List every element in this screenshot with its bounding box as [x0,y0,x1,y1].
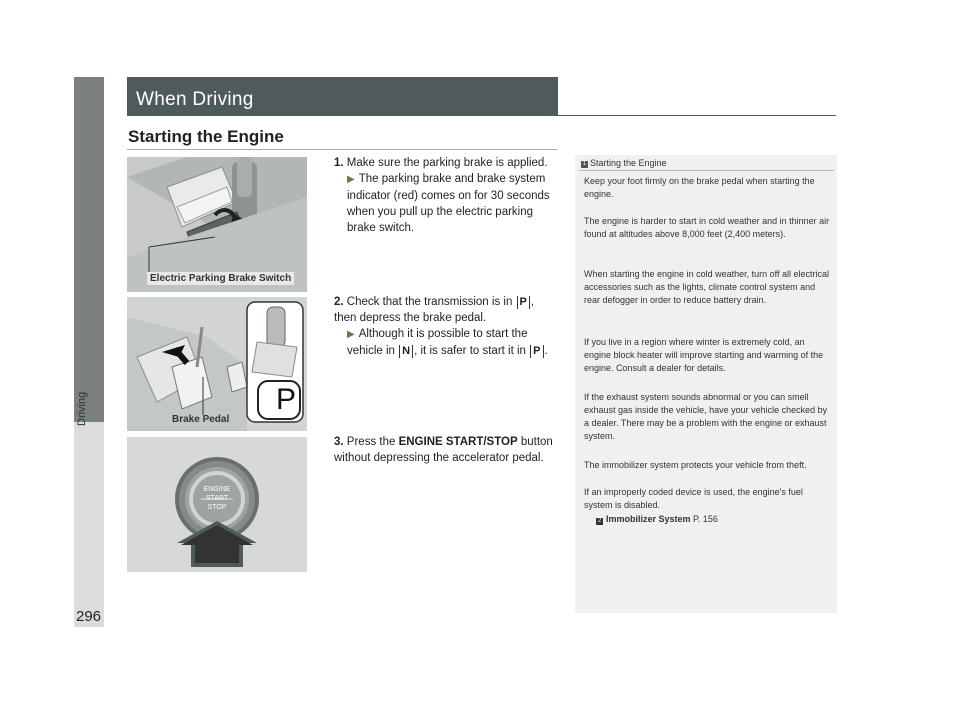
brake-pedal-label: Brake Pedal [172,414,230,425]
step-1-subtext: The parking brake and brake system indicator (red) comes on for 30 seconds when you pull up the electric parking brake switch. [347,173,550,234]
subsection-title: Starting the Engine [128,127,284,146]
step-2-sub-before: Although it is possible to start the vehicle in [347,328,528,357]
gear-p-key: P [530,345,543,358]
engine-button-line-3: STOP [207,504,227,511]
note-heading-text: Starting the Engine [590,158,667,168]
xref-page: P. 156 [693,514,718,524]
step-3 [334,434,559,466]
xref-title: Immobilizer System [606,514,691,524]
engine-button-text [198,485,236,512]
gear-n-key: N [399,345,413,358]
step-2 [334,294,559,326]
step-1-number: 1. [334,157,344,169]
note-divider [579,170,834,171]
gear-p-key: P [517,296,530,309]
note-paragraph: The engine is harder to start in cold weather and in thinner air found at altitudes above 8,000 feet (2,400 meters). [584,216,830,239]
step-3-number: 3. [334,436,344,448]
figure-engine-button [127,437,307,572]
step-1-text: Make sure the parking brake is applied. [346,157,548,169]
engine-button-line-1: ENGINE [203,486,231,493]
engine-start-stop-name: ENGINE START/STOP [398,436,518,448]
step-2-sub-after: . [544,345,548,357]
note-heading [581,158,667,168]
cross-reference-link[interactable] [596,513,844,526]
note-paragraph: If an improperly coded device is used, the engine's fuel system is disabled. [584,487,803,510]
note-paragraph: If you live in a region where winter is extremely cold, an engine block heater will improve starting and warming of the engine. Consult a dealer for details. [584,337,824,373]
section-divider [127,115,836,116]
note-paragraph: The immobilizer system protects your vehicle from theft. [584,460,807,470]
step-1 [334,155,559,171]
step-1-substep [347,171,562,236]
engine-button-line-2: START [205,495,229,502]
parking-brake-switch-label: Electric Parking Brake Switch [147,272,294,285]
note-icon: 1 [582,161,587,167]
step-2-substep [347,326,562,359]
arrow-icon: ▶ [347,174,355,185]
reference-arrow-icon: 2 [597,518,602,524]
gear-position-symbol: P [275,383,296,416]
step-2-text-before: Check that the transmission is in [346,296,513,308]
step-2-text-after: , then depress the brake pedal. [334,296,535,324]
subsection-divider [127,149,557,150]
arrow-icon: ▶ [347,329,355,340]
side-tab-label: Driving [76,391,88,427]
step-3-text-before: Press the [346,436,396,448]
note-paragraph: If the exhaust system sounds abnormal or you can smell exhaust gas inside the vehicle, have your vehicle checked by a dealer. There may be a problem with the engine or exhaust system. [584,392,828,441]
note-paragraph: Keep your foot firmly on the brake pedal when starting the engine. [584,176,815,199]
figure-parking-brake [127,157,307,292]
step-2-sub-middle: , it is safer to start it in [414,345,526,357]
figure-brake-pedal [127,297,307,431]
note-paragraph: When starting the engine in cold weather, turn off all electrical accessories such as the lights, climate control system and rear defogger in order to reduce battery drain. [584,269,829,305]
step-3-text-after: button without depressing the accelerator pedal. [334,436,553,464]
side-tab-active[interactable] [74,77,104,422]
page-number: 296 [76,608,102,625]
section-title: When Driving [136,89,254,110]
step-2-number: 2. [334,296,344,308]
